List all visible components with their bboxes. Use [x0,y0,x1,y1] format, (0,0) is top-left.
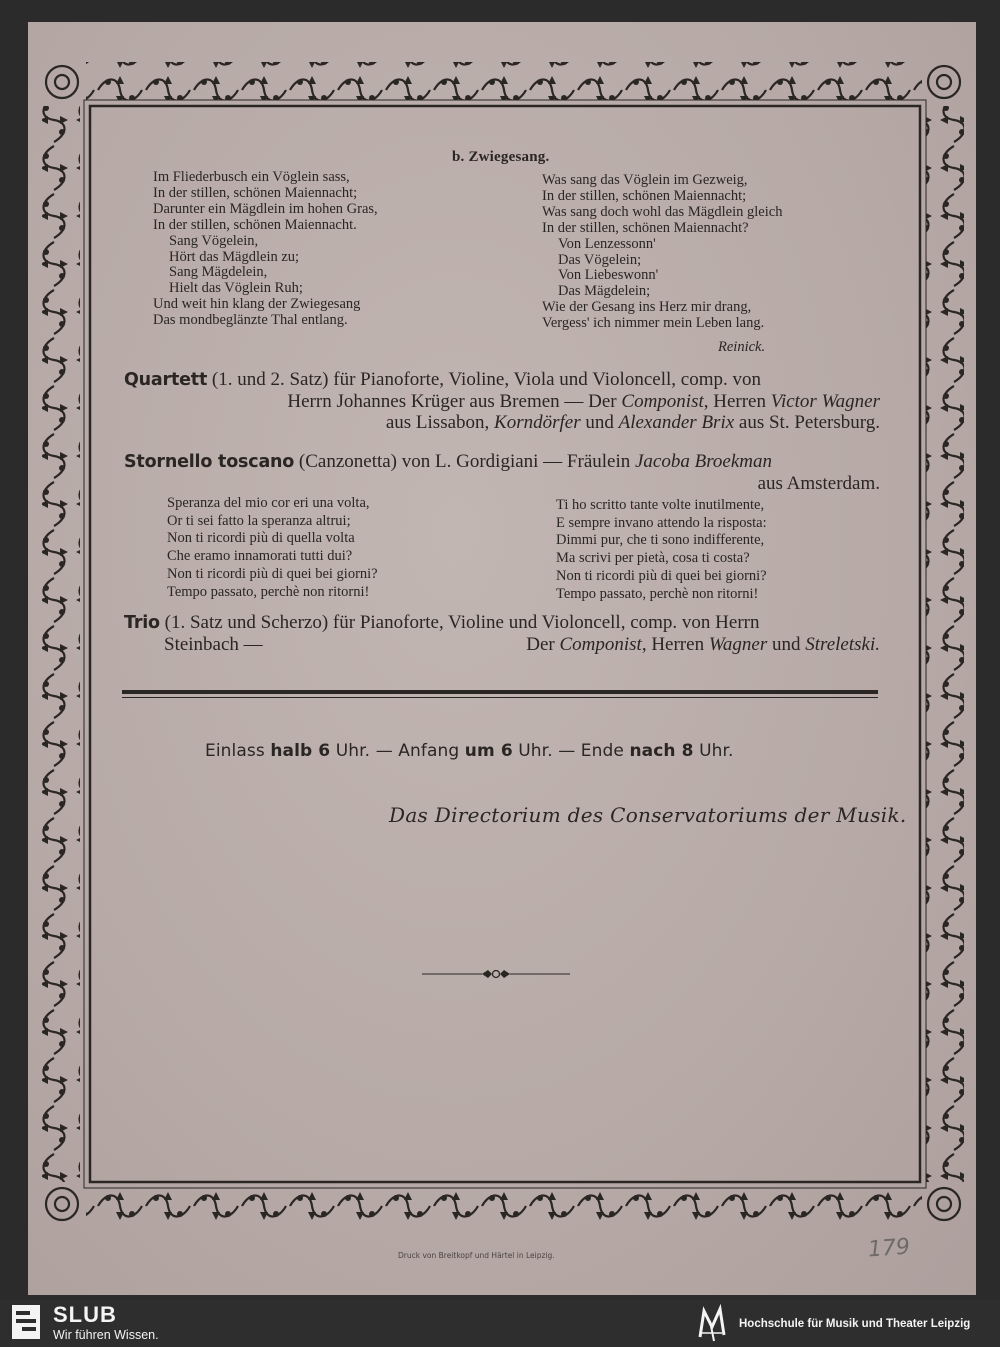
poem-line: Or ti sei fatto la speranza altrui; [167,512,351,529]
poem-line: Non ti ricordi più di quei bei giorni? [556,567,767,584]
poem-line: Darunter ein Mägdlein im hohen Gras, [153,200,378,217]
poem-line: Hört das Mägdlein zu; [169,248,300,265]
program-item-text: (1. Satz und Scherzo) für Pianoforte, Violine und Violoncell, comp. von Herrn [159,612,760,633]
poem-line: Was sang das Vöglein im Gezweig, [542,172,748,188]
divider-rule [122,690,878,694]
poem-line: In der stillen, schönen Maiennacht; [153,184,358,201]
poem-line: Ma scrivi per pietà, cosa ti costa? [556,550,750,567]
partner-name[interactable]: Hochschule für Musik und Theater Leipzig [739,1318,971,1330]
program-item-trio [124,612,884,655]
performer-name: Alexander Brix [618,412,735,433]
times-text: Uhr. [693,741,734,761]
times-value: um 6 [464,741,513,761]
times-value: halb 6 [270,741,331,761]
poem-line: In der stillen, schönen Maiennacht; [542,187,747,204]
poem-line: Von Liebeswonn' [558,267,659,284]
ornament-divider [420,966,572,982]
event-times [205,741,734,761]
times-text: Einlass [205,741,271,761]
program-item-text: Der [526,634,560,655]
performer-name: Componist [621,391,704,412]
slub-logo-icon[interactable] [12,1305,40,1339]
program-item-text: Herrn Johannes Krüger aus Bremen — Der [287,391,622,412]
poem-left-column [153,170,378,329]
program-item-stornello [124,451,884,494]
performer-name: Streletski. [805,634,880,655]
program-item-text: , Herren [703,391,771,412]
poem-line: Hielt das Vöglein Ruh; [169,280,303,297]
program-item-text: (1. und 2. Satz) für Pianoforte, Violine, Viola und Violoncell, comp. von [207,369,761,390]
program-item-title: Stornello toscano [124,452,295,472]
times-text: Uhr. — Anfang [330,741,465,761]
times-text: Uhr. — Ende [512,741,630,761]
performer-name: Wagner [708,634,768,655]
pencil-annotation: 179 [867,1234,911,1263]
poem-line: In der stillen, schönen Maiennacht? [542,219,749,236]
poem-title: b. Zwiegesang. [452,149,550,165]
poem-line: Ti ho scritto tante volte inutilmente, [556,497,765,513]
performer-name: Jacoba Broekman [635,451,772,472]
program-item-text: aus St. Petersburg. [734,412,880,433]
poem-line: Non ti ricordi più di quei bei giorni? [167,565,378,582]
program-item-text: aus Amsterdam. [757,473,880,494]
program-item-text: Steinbach — [164,634,263,655]
program-item-text: und [767,634,806,655]
divider-rule [122,697,878,698]
poem-line: Sang Vögelein, [169,232,259,249]
poem-line: In der stillen, schönen Maiennacht. [153,216,357,233]
poem-line: Tempo passato, perchè non ritorni! [167,583,370,600]
poem-line: Dimmi pur, che ti sono indifferente, [556,532,765,549]
italian-poem-left-column [167,495,378,601]
poem-line: E sempre invano attendo la risposta: [556,514,767,531]
poem-line: Das Vögelein; [558,251,642,268]
italian-poem-right-column [556,497,767,603]
poem-line: Sang Mägdelein, [169,264,268,281]
poem-line: Das Mägdelein; [558,283,651,300]
poem-line: Che eramo innamorati tutti dui? [167,548,353,565]
poem-line: Und weit hin klang der Zwiegesang [153,296,361,313]
program-item-title: Quartett [124,370,208,390]
program-item-text: (Canzonetta) von L. Gordigiani — Fräulein [294,451,635,472]
poem-line: Von Lenzessonn' [558,235,656,252]
library-name[interactable]: SLUB [53,1302,117,1327]
times-value: nach 8 [629,741,694,761]
poem-line: Speranza del mio cor eri una volta, [167,495,370,511]
performer-name: Korndörfer [494,412,581,433]
poem-line: Was sang doch wohl das Mägdlein gleich [542,203,783,220]
library-tagline: Wir führen Wissen. [53,1328,159,1342]
program-item-text: aus Lissabon, [385,412,495,433]
poem-line: Im Fliederbusch ein Vöglein sass, [153,169,350,185]
footer-bar [0,1300,1000,1347]
poem-line: Wie der Gesang ins Herz mir drang, [542,299,752,316]
printer-imprint: Druck von Breitkopf und Härtel in Leipzig. [398,1251,555,1260]
poem-right-column [542,173,782,332]
performer-name: Componist [559,634,642,655]
hmt-logo-icon[interactable] [694,1303,730,1343]
poem-author: Reinick. [718,339,766,355]
performer-name: Victor Wagner [770,391,880,412]
program-item-title: Trio [124,613,160,633]
poem-line: Non ti ricordi più di quella volta [167,530,355,547]
program-item-text: und [580,412,619,433]
poem-line: Vergess' ich nimmer mein Leben lang. [542,315,765,332]
program-item-text: , Herren [641,634,709,655]
program-item-quartett [124,369,884,433]
signature-line: Das Directorium des Conservatoriums der Musik. [389,803,907,827]
poem-line: Tempo passato, perchè non ritorni! [556,585,759,602]
poem-line: Das mondbeglänzte Thal entlang. [153,312,348,329]
